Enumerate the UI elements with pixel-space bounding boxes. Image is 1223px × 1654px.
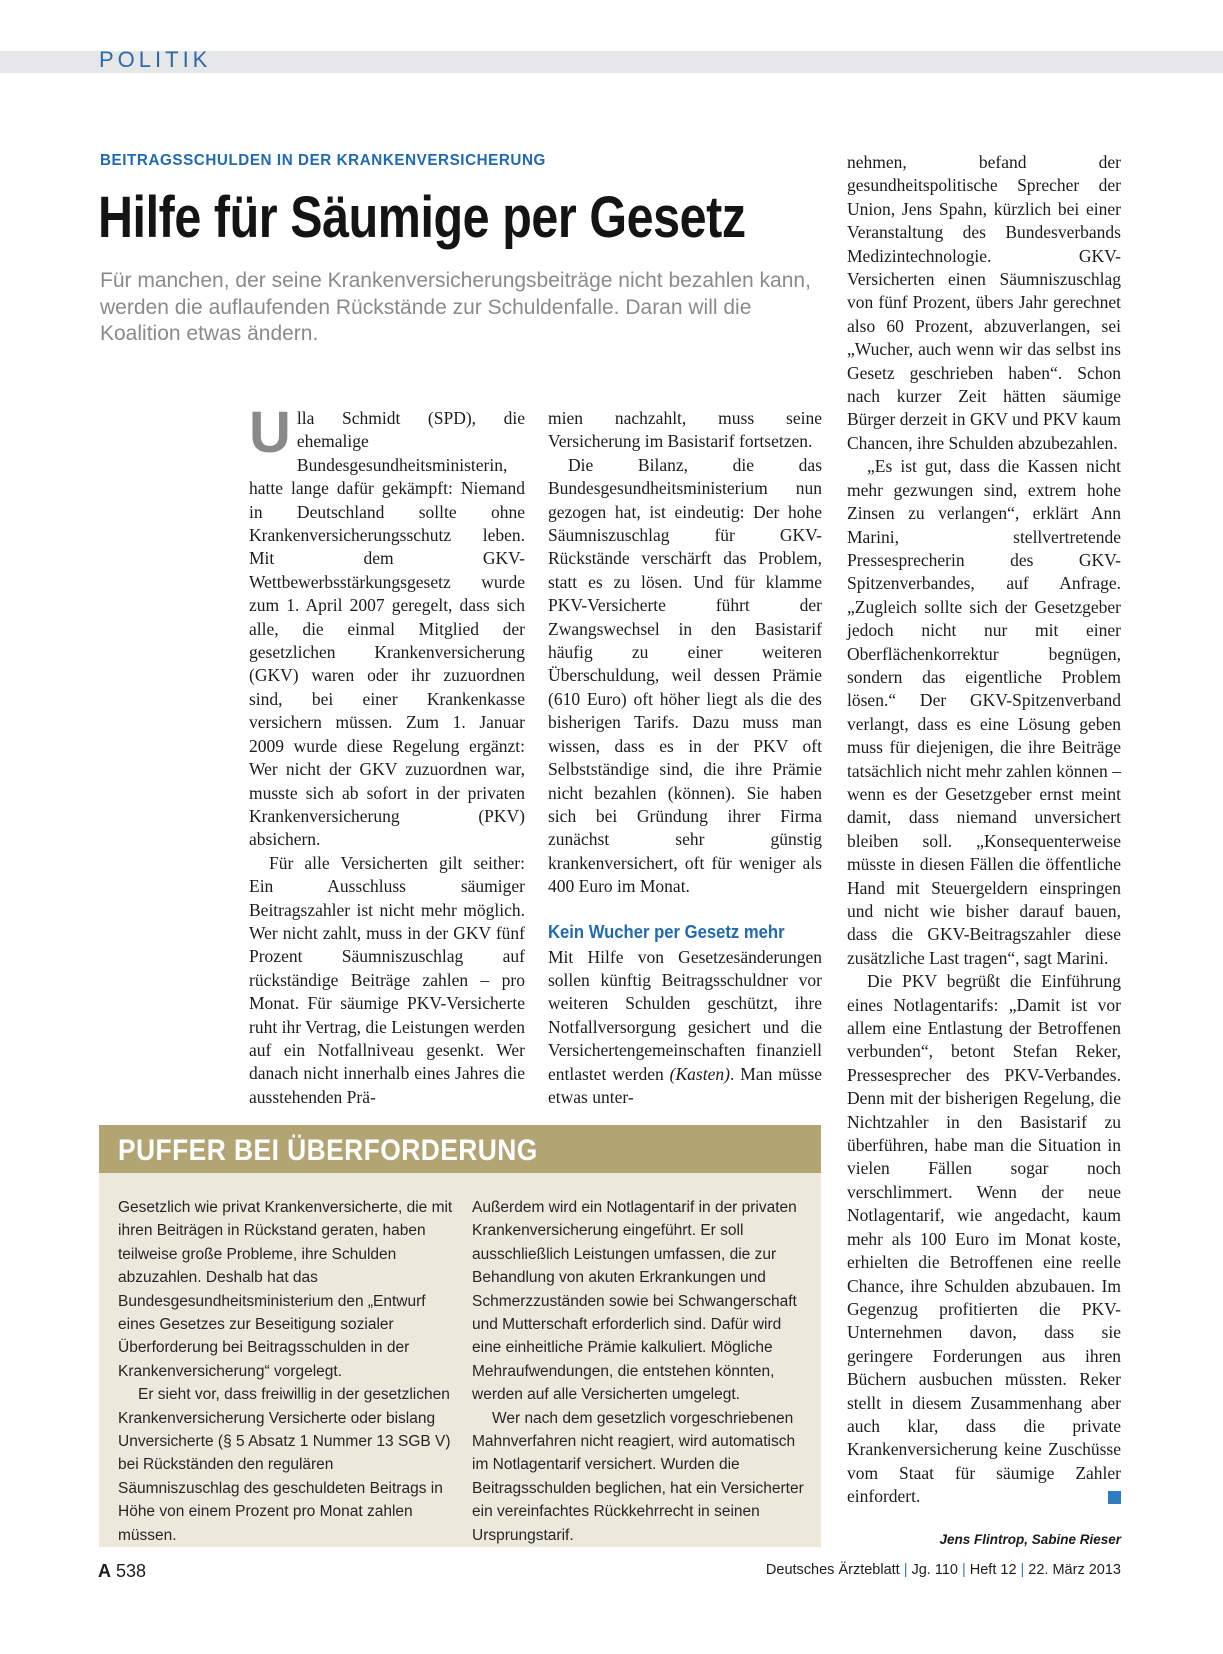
article-byline: Jens Flintrop, Sabine Rieser bbox=[939, 1532, 1121, 1547]
article-paragraph bbox=[548, 946, 822, 1110]
journal-info bbox=[766, 1562, 1121, 1578]
info-box-header bbox=[99, 1125, 821, 1173]
info-box bbox=[99, 1125, 821, 1547]
article-column-1 bbox=[249, 400, 525, 1109]
article-column-3 bbox=[847, 151, 1121, 1509]
paragraph-text: Die PKV begrüßt die Einführung eines Notlagentarifs: „Damit ist vor allem eine Entlastung der Betroffenen verbunden“, betont Stefan Reker, Pressesprecher des PKV-Verbandes. Denn mit der bisherigen Regelung, die Nichtzahler in den Basistarif zu überführen, habe man die Situation in vielen Fällen sogar noch verschlimmert. Wenn der neue Notlagentarif, wie angedacht, kaum mehr als 100 Euro im Monat koste, erhielten die Betroffenen eine reelle Chance, ihre Schulden abzubauen. Im Gegenzug profitierten die PKV-Unternehmen davon, dass sie geringere Forderungen aus ihren Büchern ausbuchen müssten. Reker stellt in diesem Zusammenhang aber auch klar, dass die private Krankenversicherung keine Zuschüsse vom Staat für säumige Zahler einfordert. bbox=[847, 971, 1121, 1507]
box-reference: (Kasten) bbox=[669, 1063, 730, 1084]
paragraph-text: . Man müsse etwas unter- bbox=[548, 1063, 823, 1107]
article-paragraph: Die Bilanz, die das Bundesgesundheitsministerium nun gezogen hat, ist eindeutig: Der hohe Säumniszuschlag für GKV-Rückstände verschärft das Problem, statt es zu lösen. Und für klamme PKV-Versicherte führt der Zwangswechsel in den Basistarif häufig zu einer weiteren Überschuldung, weil dessen Prämie (610 Euro) oft höher liegt als die des bisherigen Tarifs. Dazu muss man wissen, dass es in der PKV oft Selbstständige sind, die ihre Prämie nicht bezahlen (können). Sie haben sich bei Gründung ihrer Firma zunächst sehr günstig krankenversichert, oft für weniger als 400 Euro im Monat. bbox=[548, 454, 822, 897]
footer-separator: | bbox=[903, 1562, 908, 1578]
footer-separator: | bbox=[961, 1562, 966, 1578]
journal-volume: Jg. 110 bbox=[911, 1562, 958, 1578]
article-paragraph bbox=[249, 400, 525, 852]
article-subhead: Kein Wucher per Gesetz mehr bbox=[548, 920, 785, 942]
article-paragraph: mien nachzahlt, muss seine Versicherung im Basistarif fortsetzen. bbox=[548, 408, 822, 452]
journal-issue: Heft 12 bbox=[969, 1562, 1017, 1578]
box-paragraph: Er sieht vor, dass freiwillig in der gesetzlichen Krankenversicherung Versicherte oder bislang Unversicherte (§ 5 Absatz 1 Nummer 13 SGB V) bei Rückständen den regulären Säumniszuschlag des geschuldeten Beitrags in Höhe von einem Prozent pro Monat zahlen müssen. bbox=[118, 1386, 451, 1544]
article-paragraph: nehmen, befand der gesundheitspolitische Sprecher der Union, Jens Spahn, kürzlich bei einer Veranstaltung des Bundesverbands Medizintechnologie. GKV-Versicherten einen Säumniszuschlag von fünf Prozent, übers Jahr gerechnet also 60 Prozent, abzuverlangen, sei „Wucher, auch wenn wir das selbst ins Gesetz geschrieben haben“. Schon nach kurzer Zeit hätten säumige Bürger derzeit in GKV und PKV kaum Chancen, ihre Schulden abzubezahlen. bbox=[847, 152, 1121, 453]
article-paragraph: Für alle Versicherten gilt seither: Ein Ausschluss säumiger Beitragszahler ist nicht mehr möglich. Wer nicht zahlt, muss in der GKV fünf Prozent Säumniszuschlag auf rückständige Beiträge zahlen – pro Monat. Für säumige PKV-Versicherte ruht ihr Vertrag, die Leistungen werden auf ein Notfallniveau gesenkt. Wer danach nicht innerhalb eines Jahres die ausstehenden Prä- bbox=[249, 852, 525, 1107]
box-paragraph: Außerdem wird ein Notlagentarif in der privaten Krankenversicherung eingeführt. Er soll ausschließlich Leistungen umfassen, die zur Behandlung von akuten Erkrankungen und Schmerzzuständen sowie bei Schwangerschaft und Mutterschaft erforderlich sind. Dafür wird eine einheitliche Prämie kalkuliert. Mögliche Mehraufwendungen, die entstehen könnten, werden auf alle Versicherten umgelegt. bbox=[472, 1199, 797, 1404]
paragraph-text: Mit Hilfe von Gesetzesänderungen sollen künftig Beitragsschuldner vor weiteren Schulden geschützt, ihre Notfallversorgung gesichert und die Versichertengemeinschaften finanziell entlastet werden bbox=[548, 946, 822, 1084]
article-paragraph bbox=[847, 970, 1121, 1508]
end-mark-icon bbox=[1108, 1491, 1121, 1504]
page-prefix: A bbox=[98, 1561, 111, 1581]
journal-name: Deutsches Ärzteblatt bbox=[765, 1562, 900, 1578]
paragraph-text: lla Schmidt (SPD), die ehemalige Bundesgesundheitsministerin, hatte lange dafür gekämpft: Niemand in Deutschland sollte ohne Krankenversicherungsschutz leben. Mit dem GKV-Wettbewerbsstärkungsgesetz wurde zum 1. April 2007 geregelt, dass sich alle, die einmal Mitglied der gesetzlichen Krankenversicherung (GKV) waren oder ihr zuzuordnen sind, bei einer Krankenkasse versichern müssen. Zum 1. Januar 2009 wurde diese Regelung ergänzt: Wer nicht der GKV zuzuordnen war, musste sich ab sofort in der privaten Krankenversicherung (PKV) absichern. bbox=[249, 408, 525, 850]
info-box-column-1 bbox=[118, 1196, 456, 1547]
info-box-title: PUFFER BEI ÜBERFORDERUNG bbox=[118, 1134, 538, 1167]
info-box-column-2 bbox=[472, 1196, 810, 1547]
box-paragraph: Gesetzlich wie privat Krankenversicherte, die mit ihren Beiträgen in Rückstand geraten, haben teilweise große Probleme, ihre Schulden abzuzahlen. Deshalb hat das Bundesgesundheitsministerium den „Entwurf eines Gesetzes zur Beseitigung sozialer Überforderung bei Beitragsschulden in der Krankenversicherung“ vorgelegt. bbox=[118, 1199, 453, 1380]
article-paragraph: „Es ist gut, dass die Kassen nicht mehr gezwungen sind, extrem hohe Zinsen zu verlangen“, erklärt Ann Marini, stellvertretende Pressesprecherin des GKV-Spitzenverbandes, auf Anfrage. „Zugleich sollte sich der Gesetzgeber jedoch nicht nur mit einer Oberflächenkorrektur begnügen, sondern das eigentliche Problem lösen.“ Der GKV-Spitzenverband verlangt, dass es eine Lösung geben muss für diejenigen, die ihre Beiträge tatsächlich nicht mehr zahlen können – wenn es der Gesetzgeber ernst meint damit, dass niemand unversichert bleiben soll. „Konsequenterweise müsste in diesen Fällen die öffentliche Hand mit Steuergeldern einspringen und nicht wie bisher darauf bauen, dass die GKV-Beitragszahler diese zusätzliche Last tragen“, sagt Marini. bbox=[847, 456, 1121, 968]
drop-cap: U bbox=[249, 400, 291, 465]
article-column-2 bbox=[548, 407, 822, 1109]
article-headline: Hilfe für Säumige per Gesetz bbox=[98, 185, 746, 250]
box-paragraph: Wer nach dem gesetzlich vorgeschriebenen Mahnverfahren nicht reagiert, wird automatisch im Notlagentarif versichert. Wurden die Beitragsschulden beglichen, hat ein Versicherter ein vereinfachtes Rückkehrrecht in seinen Ursprungstarif. bbox=[472, 1409, 804, 1544]
footer-separator: | bbox=[1020, 1562, 1025, 1578]
journal-date: 22. März 2013 bbox=[1028, 1562, 1121, 1578]
page-number-value: 538 bbox=[116, 1561, 147, 1581]
section-label: POLITIK bbox=[99, 47, 212, 72]
article-kicker: BEITRAGSSCHULDEN IN DER KRANKENVERSICHERUNG bbox=[100, 152, 546, 169]
article-lede: Für manchen, der seine Krankenversicherungsbeiträge nicht bezahlen kann, werden die auflaufenden Rückstände zur Schuldenfalle. Daran will die Koalition etwas ändern. bbox=[100, 269, 811, 345]
page-number bbox=[98, 1561, 146, 1582]
